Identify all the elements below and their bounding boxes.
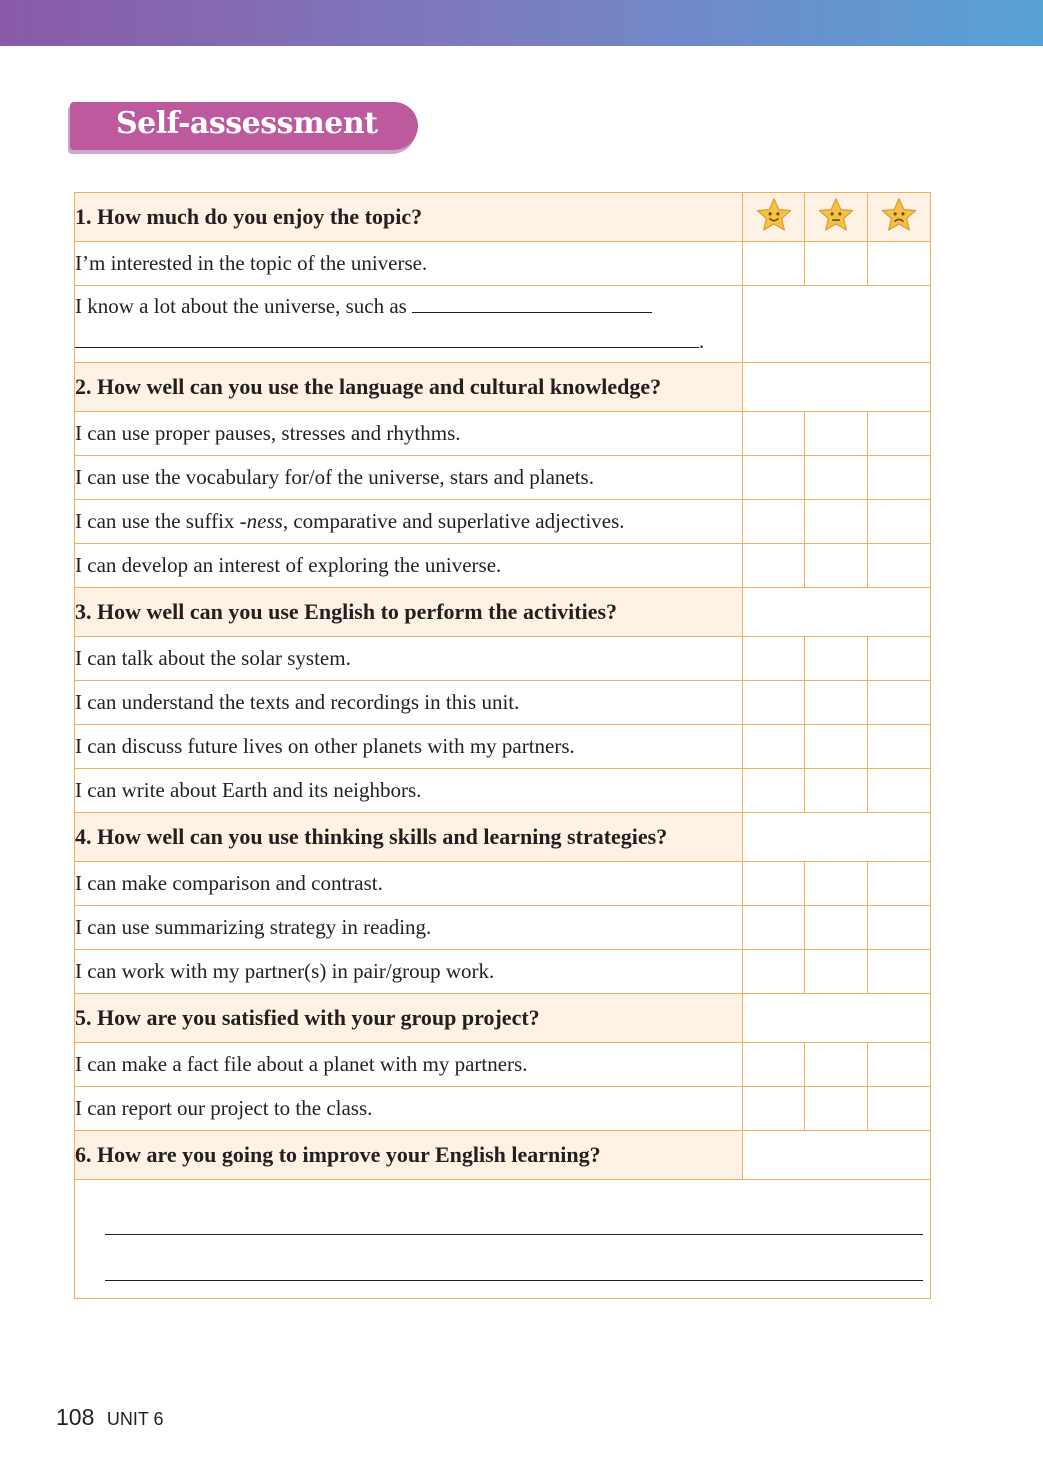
sad-star-icon [881,197,917,238]
rating-checkbox-1[interactable] [805,544,868,588]
question-rating-blank [743,1131,931,1180]
question-rating-blank [743,363,931,412]
rating-checkbox-1[interactable] [805,242,868,286]
rating-checkbox-2[interactable] [868,544,931,588]
rating-checkbox-2[interactable] [868,862,931,906]
rating-checkbox-1[interactable] [805,862,868,906]
rating-checkbox-2[interactable] [868,906,931,950]
rating-checkbox-2[interactable] [868,242,931,286]
statement-text: I’m interested in the topic of the universe. [75,242,743,286]
rating-header-2 [868,193,931,242]
statement-row [75,456,931,500]
self-assessment-table [74,192,931,1299]
statement-row [75,950,931,994]
question-row [75,363,931,412]
page-footer [56,1404,164,1431]
statement-row [75,1087,931,1131]
question-rating-blank [743,813,931,862]
happy-star-icon [756,197,792,238]
top-color-band [0,0,1043,46]
statement-row [75,769,931,813]
rating-checkbox-2[interactable] [868,769,931,813]
rating-checkbox-0[interactable] [743,862,805,906]
statement-row [75,1043,931,1087]
rating-checkbox-0[interactable] [743,1043,805,1087]
statement-text: I can understand the texts and recordings in this unit. [75,681,743,725]
statement-text [75,500,743,544]
question-text: 5. How are you satisfied with your group project? [75,994,743,1043]
statement-row [75,544,931,588]
section-title-tab [70,102,418,150]
writing-row [75,1180,931,1299]
rating-checkbox-0[interactable] [743,769,805,813]
rating-checkbox-0[interactable] [743,906,805,950]
question-text: 4. How well can you use thinking skills and learning strategies? [75,813,743,862]
rating-checkbox-0[interactable] [743,544,805,588]
rating-checkbox-1[interactable] [805,906,868,950]
page-title: Self-assessment [116,106,378,141]
question-row [75,1131,931,1180]
writing-line-2[interactable] [105,1280,923,1281]
writing-line-1[interactable] [105,1234,923,1235]
statement-text: I can develop an interest of exploring the universe. [75,544,743,588]
question-row [75,994,931,1043]
statement-text: I can make a fact file about a planet with my partners. [75,1043,743,1087]
rating-checkbox-2[interactable] [868,950,931,994]
rating-checkbox-2[interactable] [868,681,931,725]
rating-checkbox-0[interactable] [743,950,805,994]
rating-checkbox-0[interactable] [743,456,805,500]
statement-text: I can report our project to the class. [75,1087,743,1131]
rating-checkbox-2[interactable] [868,500,931,544]
rating-checkbox-1[interactable] [805,769,868,813]
statement-text: I can work with my partner(s) in pair/group work. [75,950,743,994]
rating-checkbox-2[interactable] [868,1087,931,1131]
rating-checkbox-2[interactable] [868,1043,931,1087]
statement-row [75,906,931,950]
rating-checkbox-0[interactable] [743,242,805,286]
statement-text: I can use the vocabulary for/of the universe, stars and planets. [75,456,743,500]
question-row [75,588,931,637]
statement-row [75,862,931,906]
question-text: 2. How well can you use the language and cultural knowledge? [75,363,743,412]
statement-text: I can discuss future lives on other planets with my partners. [75,725,743,769]
rating-checkbox-1[interactable] [805,725,868,769]
statement-row [75,242,931,286]
fill-in-blank[interactable] [412,294,652,313]
statement-row [75,681,931,725]
rating-checkbox-2[interactable] [868,725,931,769]
statement-row [75,412,931,456]
rating-checkbox-2[interactable] [868,637,931,681]
unit-label: UNIT 6 [106,1409,164,1429]
rating-checkbox-0[interactable] [743,1087,805,1131]
suffix-italic: -ness [239,509,283,533]
statement-text: I can talk about the solar system. [75,637,743,681]
rating-header-0 [743,193,805,242]
statement-text: I can use summarizing strategy in reading. [75,906,743,950]
statement-row [75,500,931,544]
rating-checkbox-1[interactable] [805,456,868,500]
rating-checkbox-1[interactable] [805,681,868,725]
page-number: 108 [56,1404,95,1430]
statement-text: I can write about Earth and its neighbors. [75,769,743,813]
rating-checkbox-1[interactable] [805,412,868,456]
statement-text: I can make comparison and contrast. [75,862,743,906]
rating-checkbox-2[interactable] [868,456,931,500]
rating-checkbox-0[interactable] [743,412,805,456]
question-text: 3. How well can you use English to perform the activities? [75,588,743,637]
rating-checkbox-0[interactable] [743,725,805,769]
fill-in-blank-line-2[interactable] [75,329,699,348]
question-row [75,813,931,862]
rating-header-1 [805,193,868,242]
question-rating-blank [743,588,931,637]
rating-checkbox-1[interactable] [805,637,868,681]
question-rating-blank [743,994,931,1043]
statement-text: I can use proper pauses, stresses and rhythms. [75,412,743,456]
writing-area[interactable] [75,1180,931,1299]
fill-in-rating-blank [743,286,931,363]
rating-checkbox-1[interactable] [805,950,868,994]
rating-checkbox-1[interactable] [805,500,868,544]
statement-text-part: I can use the suffix [75,509,240,533]
question-row [75,193,931,242]
rating-checkbox-1[interactable] [805,1087,868,1131]
fill-in-period: . [699,329,705,353]
rating-checkbox-0[interactable] [743,681,805,725]
fill-in-row [75,286,931,363]
rating-checkbox-0[interactable] [743,637,805,681]
rating-checkbox-0[interactable] [743,500,805,544]
statement-text-part: , comparative and superlative adjectives. [282,509,625,533]
fill-in-statement [75,286,743,363]
fill-in-text: I know a lot about the universe, such as [75,294,407,318]
rating-checkbox-2[interactable] [868,412,931,456]
neutral-star-icon [818,197,854,238]
question-text: 1. How much do you enjoy the topic? [75,193,743,242]
rating-checkbox-1[interactable] [805,1043,868,1087]
statement-row [75,637,931,681]
question-text: 6. How are you going to improve your English learning? [75,1131,743,1180]
statement-row [75,725,931,769]
